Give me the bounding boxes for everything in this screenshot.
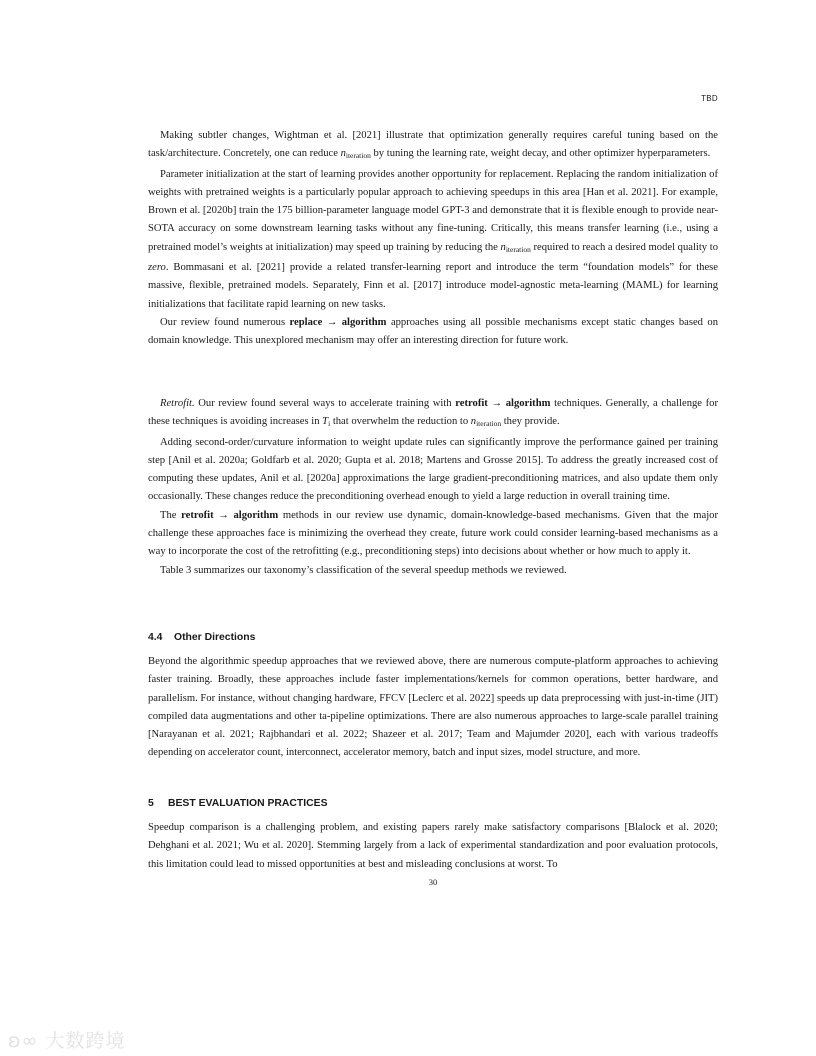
text-run: techniques. Generally, a challenge for these techniques is avoiding increases in	[148, 398, 718, 428]
subscript: i	[328, 419, 331, 429]
text-run: approaches using all possible mechanisms except static changes based on domain knowledge. This unexplored mechanism may offer an interesting direction for future work.	[148, 316, 718, 347]
italic-text: n	[470, 416, 477, 428]
paragraph	[148, 507, 718, 562]
text-run: Parameter initialization at the start of learning provides another opportunity for replacement. Replacing the random initialization of weights with pretrained weights is a particularly popular approach to achieving speedups in this area [Han et al. 2021]. For example, Brown et al. [2020b] train the 175 billion-parameter language model GPT-3 and demonstrate that it is flexible enough to provide near-SOTA accuracy on some downstream learning tasks without any fine-tuning. Critically, this means transfer learning (i.e., using a pretrained model’s weights at initialization) may speed up training by reducing the	[148, 168, 718, 253]
page-number: 30	[428, 877, 438, 887]
text-run: . Bommasani et al. [2021] provide a related transfer-learning report and introduce the term “foundation models” for these massive, flexible, pretrained models. Separately, Finn et al. [2017] introduce model-agnostic meta-learning (MAML) for learning initializations that facilitate rapid learning on new tasks.	[148, 262, 718, 310]
watermark-text: 大数跨境	[45, 1030, 126, 1052]
text-run: Beyond the algorithmic speedup approaches that we reviewed above, there are numerous compute-platform approaches to achieving faster training. Broadly, these approaches include faster implementations/kernels for common operations, better hardware, and parallelism. For instance, without changing hardware, FFCV [Leclerc et al. 2022] speeds up data preprocessing with just-in-time (JIT) compiled data augmentations and other ta-pipeline optimizations. There are also numerous approaches to large-scale parallel training [Narayanan et al. 2021; Rajbhandari et al. 2022; Shazeer et al. 2017; Team and Majumder 2020], each with various tradeoffs depending on accelerator count, interconnect, accelerator memory, batch and input sizes, model structure, and more.	[148, 656, 718, 759]
section-5-body	[148, 819, 718, 874]
section-heading-5	[148, 798, 328, 809]
text-run: Adding second-order/curvature information to weight update rules can significantly improve the performance gained per training step [Anil et al. 2020a; Goldfarb et al. 2020; Gupta et al. 2018; Martens and Grosse 2015]. To address the greatly increased cost of computing these updates, Anil et al. [2020a] approximations the large gradient-preconditioning matrices, and also update them only occasionally. These changes reduce the preconditioning overhead enough to yield a large reduction in overall training time.	[148, 436, 718, 503]
text-run: Speedup comparison is a challenging problem, and existing papers rarely make satisfactory comparisons [Blalock et al. 2020; Dehghani et al. 2021; Wu et al. 2020]. Stemming largely from a lack of experimental standardization and poor evaluation protocols, this limitation could lead to missed opportunities at best and misleading conclusions at worst. To	[148, 822, 718, 870]
italic-text: zero	[148, 262, 166, 274]
paragraph	[148, 166, 718, 314]
section-4-4-body	[148, 653, 718, 763]
paragraph	[148, 434, 718, 507]
paragraph	[148, 653, 718, 763]
text-run: they provide.	[501, 416, 560, 428]
body-block-retrofit	[148, 395, 718, 580]
text-run: Our review found numerous	[160, 316, 290, 328]
bold-term: retrofit → algorithm	[181, 509, 279, 521]
section-number: 5	[148, 798, 154, 809]
text-run: Making subtler changes, Wightman et al. [2021] illustrate that optimization generally requires careful tuning based on the task/architecture. Concretely, one can reduce	[148, 130, 718, 160]
bold-term: retrofit → algorithm	[455, 398, 551, 409]
paragraph	[148, 395, 718, 434]
paragraph	[148, 562, 718, 580]
text-run: by tuning the learning rate, weight decay, and other optimizer hyperparameters.	[370, 148, 711, 160]
italic-text: T	[322, 416, 329, 428]
running-header: TBD	[701, 94, 718, 103]
subscript: iteration	[345, 151, 371, 161]
text-run: Table 3 summarizes our taxonomy’s classification of the several speedup methods we reviewed.	[160, 564, 567, 576]
italic-text: n	[500, 241, 506, 253]
subscript: iteration	[505, 244, 531, 254]
section-title: Other Directions	[174, 632, 256, 643]
text-run: Our review found several ways to accelerate training with	[194, 398, 456, 409]
section-title: BEST EVALUATION PRACTICES	[168, 798, 328, 809]
section-heading-4-4	[148, 632, 255, 643]
bold-term: replace → algorithm	[289, 316, 387, 328]
section-number: 4.4	[148, 632, 163, 643]
paragraph	[148, 819, 718, 874]
text-run: that overwhelm the reduction to	[330, 416, 471, 428]
text-run: required to reach a desired model quality to	[530, 241, 718, 253]
italic-text: n	[340, 148, 346, 160]
body-block-replace	[148, 127, 718, 351]
paragraph	[148, 314, 718, 351]
italic-text: Retrofit.	[160, 398, 195, 409]
text-run: The	[160, 509, 182, 521]
paragraph	[148, 127, 718, 166]
subscript: iteration	[476, 419, 502, 429]
watermark-logo: ʚ∞ 大数跨境	[8, 1030, 126, 1052]
text-run: methods in our review use dynamic, domain-knowledge-based mechanisms. Given that the major challenge these approaches face is minimizing the overhead they create, future work could consider learning-based mechanisms as a way to incorporate the cost of the retrofitting (e.g., preconditioning steps) into decisions about whether or how much to apply it.	[148, 509, 718, 558]
